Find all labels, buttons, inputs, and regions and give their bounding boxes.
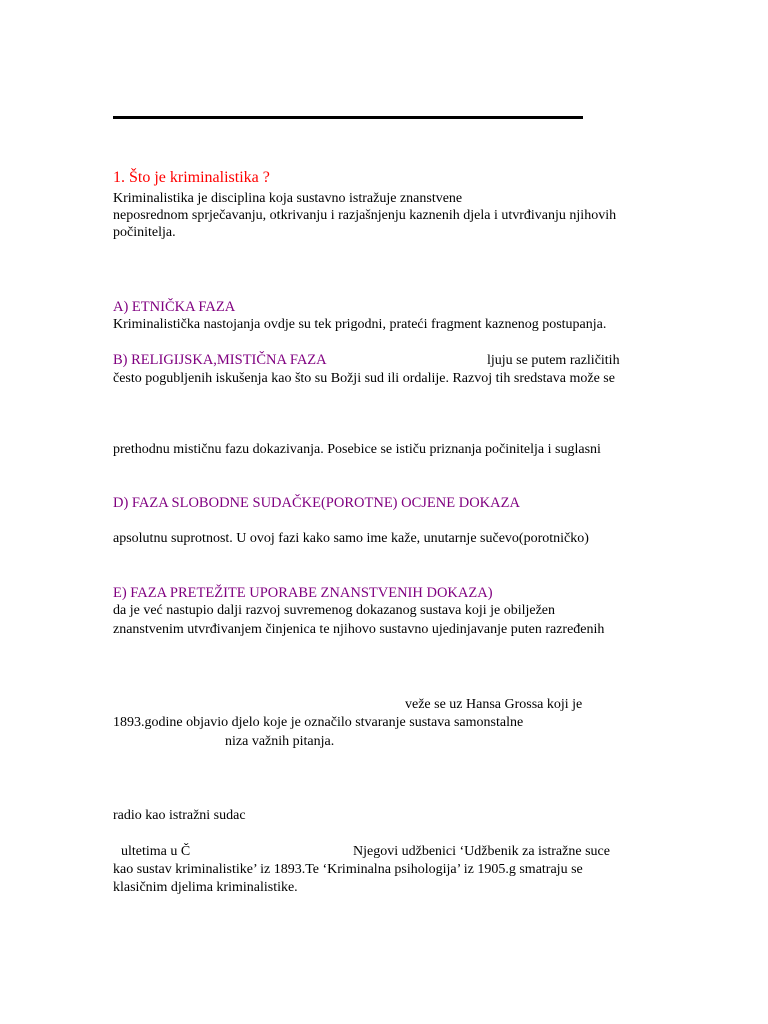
text-line: da je već nastupio dalji razvoj suvremenog dokazanog sustava koji je obilježen [113, 603, 556, 618]
text-line: često pogubljenih iskušenja kao što su Božji sud ili ordalije. Razvoj tih sredstava može se [113, 371, 615, 386]
text-line: počinitelja. [113, 225, 176, 240]
text-line: ljuju se putem različitih [487, 353, 620, 368]
text-line: Njegovi udžbenici ‘Udžbenik za istražne suce [353, 844, 610, 859]
text-line: ultetima u Č [121, 844, 191, 859]
horizontal-rule [113, 116, 583, 119]
text-line: 1893.godine objavio djelo koje je označilo stvaranje sustava samonstalne [113, 715, 524, 730]
text-line: apsolutnu suprotnost. U ovoj fazi kako samo ime kaže, unutarnje sučevo(porotničko) [113, 531, 589, 546]
text-line: Kriminalistika je disciplina koja sustavno istražuje znanstvene [113, 191, 463, 206]
phase-a-title: A) ETNIČKA FAZA [113, 299, 236, 315]
text-line: veže se uz Hansa Grossa koji je [405, 697, 583, 712]
text-line: radio kao istražni sudac [113, 808, 246, 823]
text-line: prethodnu mističnu fazu dokazivanja. Posebice se ističu priznanja počinitelja i suglasni [113, 442, 601, 457]
phase-b-title: B) RELIGIJSKA,MISTIČNA FAZA [113, 352, 327, 368]
text-line: klasičnim djelima kriminalistike. [113, 880, 298, 895]
phase-e-title: E) FAZA PRETEŽITE UPORABE ZNANSTVENIH DOKAZA) [113, 585, 493, 601]
text-line: niza važnih pitanja. [225, 734, 335, 749]
phase-d-title: D) FAZA SLOBODNE SUDAČKE(POROTNE) OCJENE DOKAZA [113, 495, 520, 511]
text-line: neposrednom sprječavanju, otkrivanju i razjašnjenju kaznenih djela i utvrđivanju njihovih [113, 208, 617, 223]
text-line: Kriminalistička nastojanja ovdje su tek prigodni, prateći fragment kaznenog postupanja. [113, 317, 607, 332]
text-line: kao sustav kriminalistike’ iz 1893.Te ‘Kriminalna psihologija’ iz 1905.g smatraju se [113, 862, 583, 877]
text-line: znanstvenim utvrđivanjem činjenica te njihovo sustavno ujedinjavanje puten razređenih [113, 622, 605, 637]
section-title: 1. Što je kriminalistika ? [113, 169, 270, 186]
